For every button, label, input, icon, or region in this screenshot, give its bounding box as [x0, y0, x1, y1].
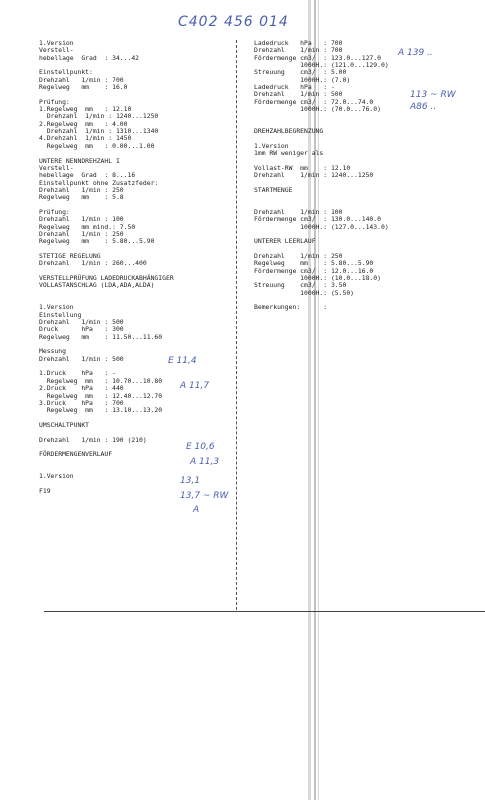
spec-line: 4.Drehzahl 1/min : 1450: [39, 134, 132, 143]
handwritten-note: E 11,4: [168, 356, 197, 366]
handwritten-note: A: [193, 505, 200, 515]
spec-line: FÖRDERMENGENVERLAUF: [39, 450, 113, 459]
handwritten-note: A 11,7: [180, 381, 210, 391]
spec-line: hebellage Grad : 8...16: [39, 171, 136, 180]
spec-line: Drehzahl 1/min : 1240...1250: [39, 112, 159, 121]
spec-line: Drehzahl 1/min : 100: [254, 207, 343, 216]
handwritten-note: 113 ~ RW: [410, 90, 456, 100]
spec-line: Druck hPa : 300: [39, 325, 124, 334]
spec-line: Regelweg mm : 5.80...5.90: [39, 237, 155, 246]
spec-line: Drehzahl 1/min : 1310...1340: [39, 127, 159, 136]
spec-line: 1.Regelweg mm : 12.10: [39, 105, 132, 114]
spec-line: Ladedruck hPa : -: [254, 83, 335, 92]
spec-line: Regelweg mm : 0.00...1.00: [39, 141, 155, 150]
spec-line: Drehzahl 1/min : 1240...1250: [254, 171, 374, 180]
spec-line: Drehzahl 1/min : 700: [254, 46, 343, 55]
spec-line: Drehzahl 1/min : 500: [39, 354, 124, 363]
spec-line: F19: [39, 486, 51, 495]
spec-line: 1.Version: [39, 303, 74, 312]
spec-line: 3.Druck hPa : 700: [39, 398, 124, 407]
spec-line: [254, 194, 464, 201]
spec-line: 1000H.: (10.0...18.0): [254, 274, 381, 282]
left-column: [39, 40, 239, 495]
handwritten-note: 13,7 ~ RW: [180, 491, 229, 501]
spec-line: 2.Regelweg mm : 4.00: [39, 119, 128, 128]
handwritten-note: A 139 ..: [398, 48, 433, 58]
spec-line: 1.Version: [39, 39, 74, 47]
spec-line: STARTMENGE: [254, 185, 293, 194]
spec-line: Regelweg mm : 12.40...12.70: [39, 391, 163, 400]
spec-line: Regelweg mm : 5.8: [39, 193, 124, 202]
spec-line: [39, 290, 239, 297]
spec-line: 1000H.: (127.0...143.0): [254, 222, 389, 231]
spec-line: Verstell-: [39, 46, 74, 55]
spec-line: Fördermenge cm3/ : 72.0...74.0: [254, 97, 374, 106]
spec-line: Regelweg mm : 16.0: [39, 83, 128, 92]
spec-line: Bemerkungen: :: [254, 303, 328, 312]
spec-line: DREHZAHLBEGRENZUNG: [254, 127, 324, 136]
spec-line: Prüfung:: [39, 97, 70, 106]
spec-line: 2.Druck hPa : 440: [39, 384, 124, 393]
spec-line: [254, 113, 464, 120]
spec-line: VERSTELLPRÜFUNG LADEDRUCKABHÄNGIGER: [39, 274, 174, 282]
spec-line: Messung: [39, 347, 66, 356]
spec-line: Einstellung: [39, 310, 82, 319]
handwritten-note: A86 ..: [410, 102, 437, 112]
spec-line: Drehzahl 1/min : 250: [39, 185, 124, 194]
spec-line: Fördermenge cm3/ : 12.0...16.0: [254, 266, 374, 275]
spec-line: Fördermenge cm3/ : 130.0...140.0: [254, 215, 381, 224]
spec-line: 1.Version: [39, 472, 74, 481]
spec-line: hebellage Grad : 34...42: [39, 53, 140, 62]
spec-line: UNTERER LEERLAUF: [254, 237, 316, 246]
handwritten-note: E 10,6: [186, 442, 215, 452]
spec-line: Regelweg mm : 10.70...10.80: [39, 376, 163, 385]
spec-line: VOLLASTANSCHLAG (LDA,ADA,ALDA): [39, 281, 155, 290]
spec-line: UNTERE NENNDREHZAHL I: [39, 156, 120, 165]
spec-line: Drehzahl 1/min : 500: [254, 90, 343, 99]
spec-line: Ladedruck hPa : 700: [254, 39, 343, 47]
spec-line: Streuung cm3/ : 3.50: [254, 281, 347, 290]
spec-line: Regelweg mm : 13.10...13.20: [39, 406, 163, 415]
spec-line: 1.Version: [254, 141, 289, 150]
spec-line: 1000H.: (121.0...129.0): [254, 61, 389, 70]
spec-line: Drehzahl 1/min : 190 (210): [39, 435, 147, 444]
spec-line: Einstellpunkt ohne Zusatzfeder:: [39, 178, 159, 187]
spec-line: 1.Druck hPa : -: [39, 369, 116, 378]
spec-line: Einstellpunkt:: [39, 68, 93, 77]
test-sheet-frame: [22, 40, 468, 612]
column-divider: [236, 40, 237, 610]
spec-line: Streuung cm3/ : 5.00: [254, 68, 347, 77]
spec-line: Fördermenge cm3/ : 123.0...127.0: [254, 53, 381, 62]
spec-line: Vollast-RW mm : 12.10: [254, 163, 351, 172]
spec-line: Drehzahl 1/min : 250: [39, 229, 124, 238]
spec-line: [39, 341, 239, 348]
spec-line: STETIGE REGELUNG: [39, 251, 101, 260]
spec-line: Regelweg mm : 5.80...5.90: [254, 259, 374, 268]
spec-line: 1mm RW weniger als: [254, 149, 324, 158]
spec-line: Drehzahl 1/min : 250: [254, 251, 343, 260]
spec-line: Verstell-: [39, 163, 74, 172]
spec-line: Regelweg mm mind.: 7.50: [39, 222, 136, 231]
spec-line: Prüfung:: [39, 207, 70, 216]
spec-line: [39, 481, 239, 488]
spec-line: Drehzahl 1/min : 500: [39, 318, 124, 327]
spec-line: 1000H.: (5.50): [254, 288, 355, 297]
handwritten-document-number: C402 456 014: [178, 14, 289, 30]
spec-line: Regelweg mm : 11.50...11.60: [39, 332, 163, 341]
handwritten-note: A 11,3: [190, 457, 220, 467]
spec-line: Drehzahl 1/min : 700: [39, 75, 124, 84]
spec-line: 1000H.: (7.0): [254, 75, 351, 84]
spec-line: UMSCHALTPUNKT: [39, 420, 90, 429]
spec-line: Drehzahl 1/min : 260...400: [39, 259, 147, 268]
spec-line: 1000H.: (70.0...76.0): [254, 105, 381, 114]
right-column: [254, 40, 464, 312]
spec-line: Drehzahl 1/min : 100: [39, 215, 124, 224]
handwritten-note: 13,1: [180, 476, 201, 486]
frame-bottom-border: [44, 611, 485, 612]
